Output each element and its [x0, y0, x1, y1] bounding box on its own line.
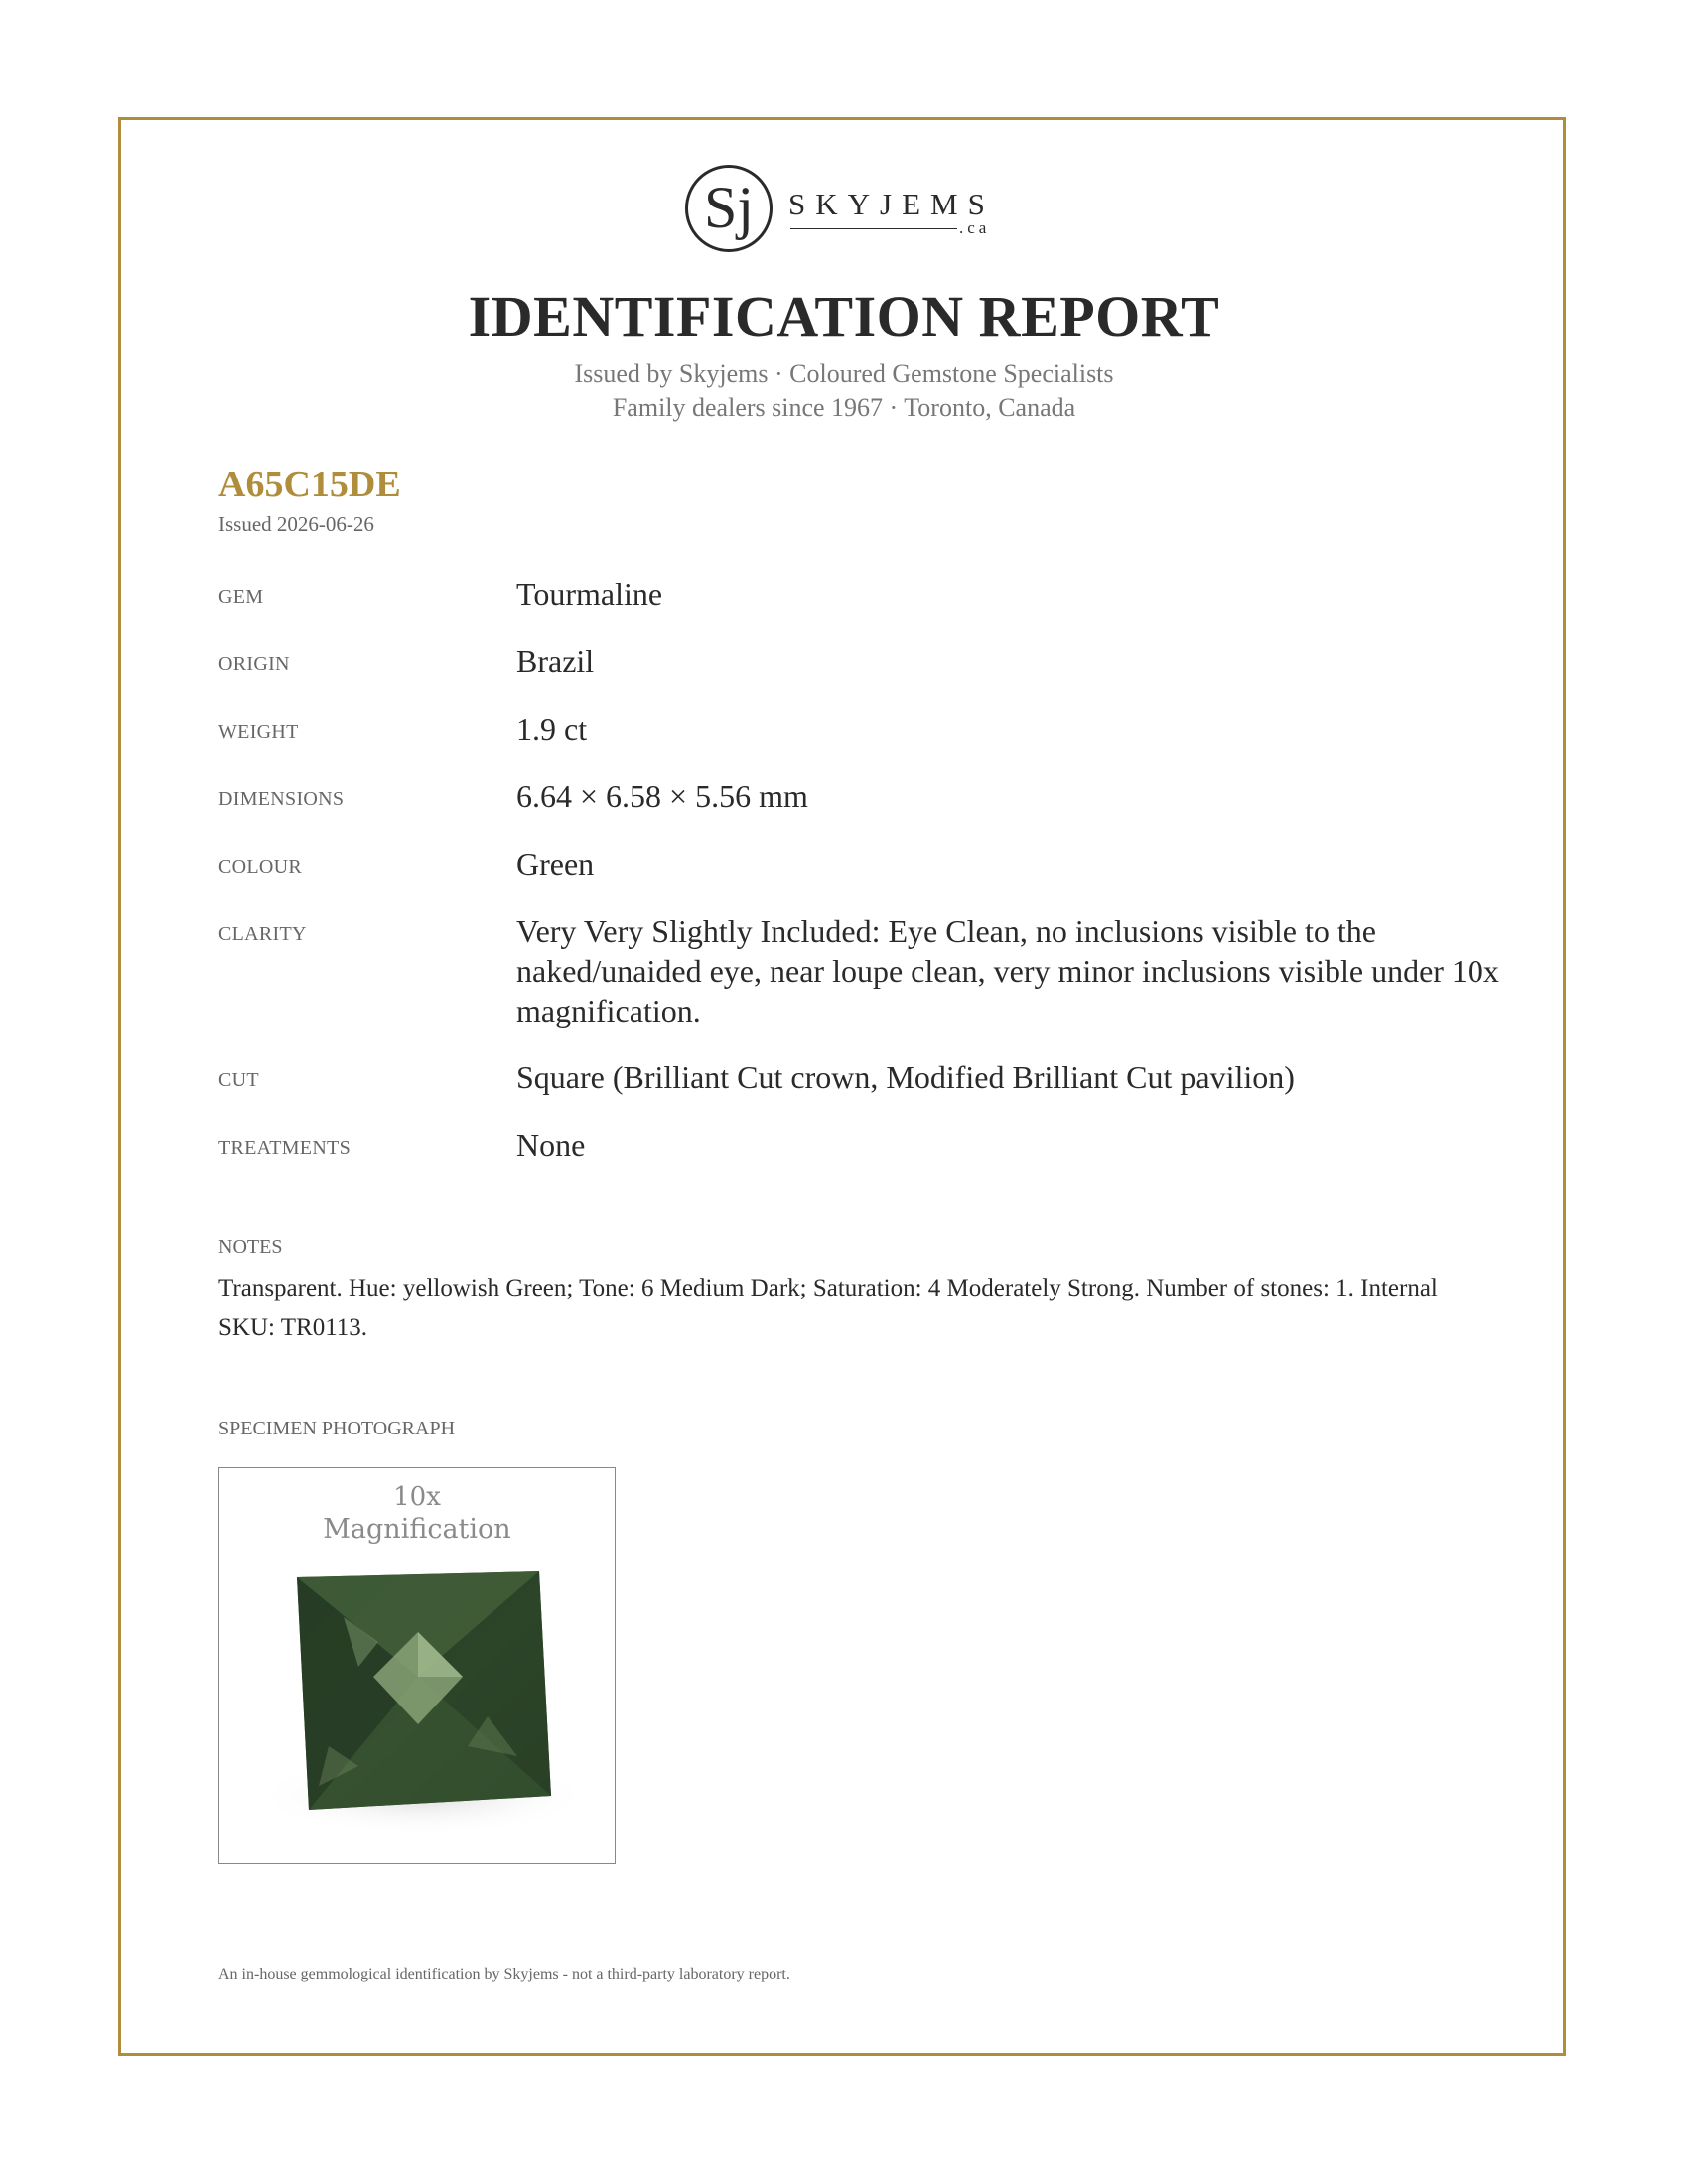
field-value-treatments: None [516, 1127, 586, 1162]
field-label-weight: WEIGHT [218, 721, 299, 743]
magnification-value: 10x [393, 1482, 441, 1512]
report-number: A65C15DE [218, 464, 401, 505]
skyjems-logo [685, 165, 1013, 264]
dealer-line: Family dealers since 1967 · Toronto, Canada [612, 393, 1076, 422]
magnification-label: Magnification [323, 1514, 511, 1545]
field-label-colour: COLOUR [218, 856, 303, 878]
logo-rule [790, 228, 957, 229]
field-label-origin: ORIGIN [218, 653, 290, 675]
field-value-weight: 1.9 ct [516, 711, 588, 747]
field-label-treatments: TREATMENTS [218, 1137, 351, 1159]
monogram-logo: Sj [685, 165, 773, 252]
field-value-dimensions: 6.64 × 6.58 × 5.56 mm [516, 778, 808, 814]
specimen-photo [218, 1467, 616, 1864]
issuer-line: Issued by Skyjems · Coloured Gemstone Specialists [574, 359, 1114, 388]
field-label-clarity: CLARITY [218, 923, 307, 945]
field-label-gem: GEM [218, 586, 264, 608]
disclaimer-footer: An in-house gemmological identification by Skyjems - not a third-party laboratory report. [218, 1966, 790, 1982]
logo-suffix: .ca [959, 218, 991, 237]
field-value-gem: Tourmaline [516, 576, 663, 612]
notes-text: Transparent. Hue: yellowish Green; Tone: 6 Medium Dark; Saturation: 4 Moderately Strong. Number of stones: 1. Internal SKU: TR0113. [218, 1275, 1438, 1341]
field-value-origin: Brazil [516, 643, 595, 679]
page-title: IDENTIFICATION REPORT [468, 284, 1220, 348]
field-value-colour: Green [516, 846, 595, 882]
field-label-cut: CUT [218, 1069, 259, 1091]
specimen-photo-label: SPECIMEN PHOTOGRAPH [218, 1418, 456, 1439]
field-label-dimensions: DIMENSIONS [218, 788, 345, 810]
issue-date: Issued 2026-06-26 [218, 512, 374, 536]
logo-wordmark: SKYJEMS [788, 187, 995, 221]
field-value-clarity: Very Very Slightly Included: Eye Clean, no inclusions visible to the naked/unaided eye, near loupe clean, very minor inclusions visible under 10x magnification. [516, 913, 1499, 1028]
field-value-cut: Square (Brilliant Cut crown, Modified Brilliant Cut pavilion) [516, 1059, 1295, 1095]
notes-label: NOTES [218, 1236, 283, 1258]
